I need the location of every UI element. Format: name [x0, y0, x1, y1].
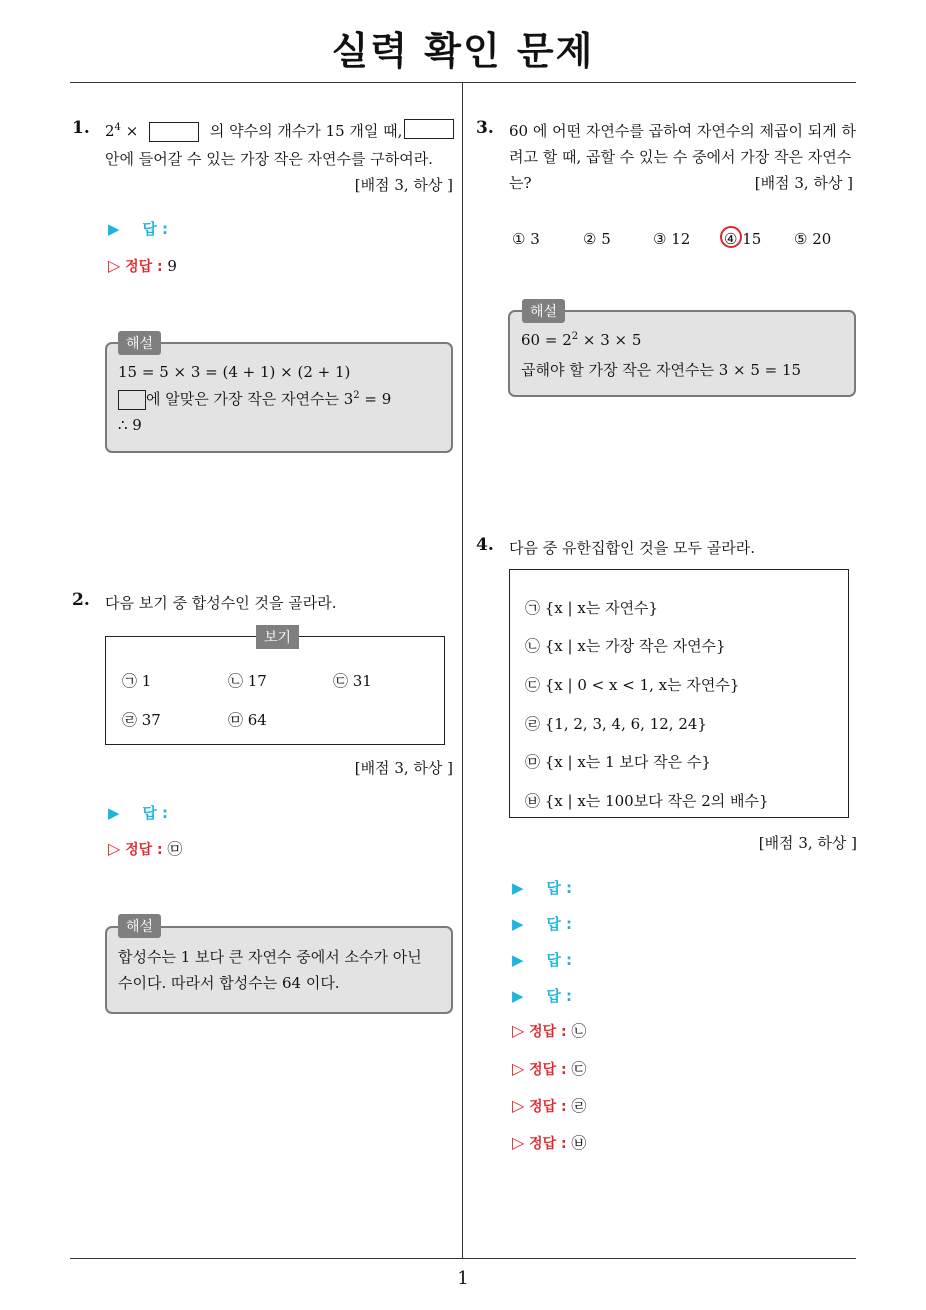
correct-value: ㉤ [167, 840, 183, 858]
correct-marker-icon: ▷ [108, 256, 121, 275]
q1-line1 [105, 120, 402, 142]
q1-expl-exp: 2 [353, 390, 360, 401]
page-number: 1 [457, 1268, 469, 1289]
q3-number: 3. [476, 118, 494, 138]
answer-label: 답 : [546, 951, 573, 969]
q1-line2: 안에 들어갈 수 있는 가장 작은 자연수를 구하여라. [105, 150, 433, 168]
q2-option: ㉠ 1 [122, 672, 152, 690]
bogi-tag: 보기 [256, 625, 299, 649]
correct-marker-icon: ▷ [512, 1021, 525, 1040]
answer-marker-icon: ▶ [512, 951, 524, 969]
q1-base: 2 [105, 122, 115, 140]
correct-value: ㉥ [571, 1134, 587, 1152]
q1-times: × [120, 122, 139, 140]
correct-marker-icon: ▷ [512, 1096, 525, 1115]
q2-option: ㉢ 31 [333, 672, 372, 690]
correct-marker-icon: ▷ [512, 1059, 525, 1078]
q4-item: ㉣ {1, 2, 3, 4, 6, 12, 24} [525, 715, 707, 733]
q4-item: ㉢ {x | 0 < x < 1, x는 자연수} [525, 676, 740, 694]
q1-blank-box-2[interactable] [404, 119, 454, 139]
q4-item: ㉤ {x | x는 1 보다 작은 수} [525, 753, 711, 771]
q1-blank-box[interactable] [149, 122, 199, 142]
q3-expl-line1 [521, 331, 641, 349]
q2-expl-line1: 합성수는 1 보다 큰 자연수 중에서 소수가 아닌 [118, 948, 422, 966]
q4-item: ㉠ {x | x는 자연수} [525, 599, 659, 617]
explanation-tag: 해설 [118, 914, 161, 938]
q4-answer-row[interactable] [512, 877, 572, 898]
answer-marker-icon: ▶ [108, 220, 120, 238]
q3-choice-selected[interactable]: ④ 15 [724, 230, 762, 248]
q4-correct-row [512, 1095, 586, 1116]
q3-explanation-box [508, 310, 856, 397]
q1-expl-line1: 15 = 5 × 3 = (4 + 1) × (2 + 1) [118, 363, 351, 381]
q3-expl-rest: × 3 × 5 [578, 331, 642, 349]
q2-option: ㉤ 64 [228, 711, 267, 729]
answer-marker-icon: ▶ [512, 987, 524, 1005]
answer-marker-icon: ▶ [108, 804, 120, 822]
answer-label: 답 : [546, 987, 573, 1005]
correct-marker-icon: ▷ [512, 1133, 525, 1152]
q2-expl-line2: 수이다. 따라서 합성수는 64 이다. [118, 974, 340, 992]
column-divider [462, 83, 463, 1258]
correct-label: 정답 : [529, 1136, 567, 1152]
q3-expl-line2: 곱해야 할 가장 작은 자연수는 3 × 5 = 15 [521, 361, 802, 379]
q1-expl-line2 [118, 388, 391, 410]
q3-choice[interactable]: ② 5 [583, 230, 611, 248]
q1-exponent: 4 [114, 122, 121, 133]
q1-expl-line3: ∴ 9 [118, 416, 142, 434]
q3-choice[interactable]: ① 3 [512, 230, 540, 248]
q2-option: ㉣ 37 [122, 711, 161, 729]
correct-label: 정답 : [529, 1024, 567, 1040]
q4-score: [배점 3, 하상 ] [758, 834, 857, 852]
q1-number: 1. [72, 118, 90, 138]
q1-expl-result: = 9 [359, 390, 392, 408]
q3-choice[interactable]: ⑤ 20 [794, 230, 832, 248]
correct-value: ㉢ [571, 1060, 587, 1078]
q4-answer-row[interactable] [512, 913, 572, 934]
q4-answer-row[interactable] [512, 949, 572, 970]
q2-explanation-box [105, 926, 453, 1014]
answer-label: 답 : [546, 879, 573, 897]
q4-correct-row [512, 1058, 586, 1079]
q1-expl-text: 에 알맞은 가장 작은 자연수는 3 [146, 390, 354, 408]
answer-label: 답 : [546, 915, 573, 933]
answer-label: 답 : [142, 220, 169, 238]
page-title: 실력 확인 문제 [331, 29, 595, 73]
answer-marker-icon: ▶ [512, 879, 524, 897]
q3-score: [배점 3, 하상 ] [754, 174, 853, 192]
correct-label: 정답 : [529, 1099, 567, 1115]
answer-label: 답 : [142, 804, 169, 822]
q1-text: 의 약수의 개수가 15 개일 때, [209, 122, 403, 140]
q3-line3: 는? [509, 174, 532, 192]
q4-correct-row [512, 1020, 586, 1041]
q2-score: [배점 3, 하상 ] [354, 759, 453, 777]
q2-text: 다음 보기 중 합성수인 것을 골라라. [105, 594, 337, 612]
q2-number: 2. [72, 590, 90, 610]
q4-text: 다음 중 유한집합인 것을 모두 골라라. [509, 539, 755, 557]
q4-number: 4. [476, 535, 494, 555]
correct-value: 9 [167, 257, 177, 275]
q1-correct-row [108, 256, 177, 276]
q3-line2: 려고 할 때, 곱할 수 있는 수 중에서 가장 작은 자연수 [509, 148, 852, 166]
q4-item: ㉥ {x | x는 100보다 작은 2의 배수} [525, 792, 769, 810]
q3-expl-base: 60 = 2 [521, 331, 572, 349]
correct-marker-icon: ▷ [108, 839, 121, 858]
q2-correct-row [108, 838, 182, 859]
explanation-tag: 해설 [522, 299, 565, 323]
correct-value: ㉣ [571, 1097, 587, 1115]
bottom-divider [70, 1258, 856, 1259]
q4-correct-row [512, 1132, 586, 1153]
q3-choice[interactable]: ③ 12 [653, 230, 691, 248]
q3-expl-exp: 2 [571, 331, 579, 342]
q1-score: [배점 3, 하상 ] [354, 176, 453, 194]
q3-line1: 60 에 어떤 자연수를 곱하여 자연수의 제곱이 되게 하 [509, 122, 857, 140]
q2-option: ㉡ 17 [228, 672, 267, 690]
correct-label: 정답 : [529, 1062, 567, 1078]
explanation-tag: 해설 [118, 331, 161, 355]
correct-label: 정답 : [125, 259, 163, 275]
q2-answer-row[interactable] [108, 802, 168, 823]
correct-label: 정답 : [125, 842, 163, 858]
answer-marker-icon: ▶ [512, 915, 524, 933]
q4-item: ㉡ {x | x는 가장 작은 자연수} [525, 637, 726, 655]
top-divider [70, 82, 856, 83]
q1-expl-blank [118, 390, 146, 410]
q4-answer-row[interactable] [512, 985, 572, 1006]
q1-answer-row[interactable] [108, 218, 168, 239]
correct-value: ㉡ [571, 1022, 587, 1040]
